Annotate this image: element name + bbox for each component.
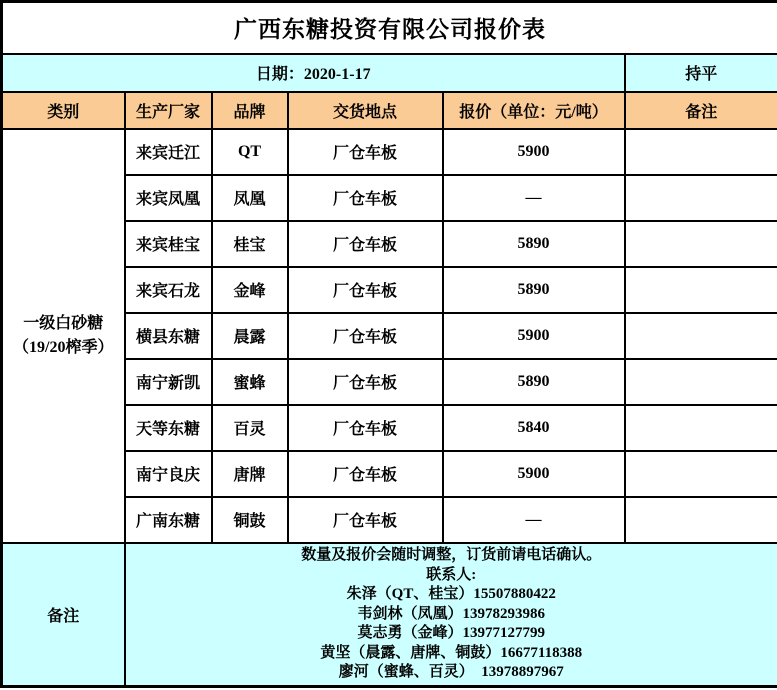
- notes-label: 备注: [2, 543, 125, 687]
- delivery-cell: 厂仓车板: [288, 129, 443, 175]
- factory-cell: 来宾桂宝: [125, 221, 212, 267]
- date-label: 日期：2020-1-17: [2, 54, 625, 92]
- brand-cell: 桂宝: [212, 221, 288, 267]
- remark-cell: [625, 497, 777, 543]
- col-header-brand: 品牌: [212, 92, 288, 129]
- note-line-contact-3: 莫志勇（金峰）13977127799: [357, 625, 545, 641]
- price-cell: 5890: [443, 267, 625, 313]
- delivery-cell: 厂仓车板: [288, 313, 443, 359]
- category-cell: [2, 129, 125, 543]
- title-row: [2, 2, 777, 54]
- delivery-cell: 厂仓车板: [288, 405, 443, 451]
- category-line1: 一级白砂糖: [23, 314, 104, 332]
- brand-cell: 凤凰: [212, 175, 288, 221]
- price-cell: 5890: [443, 221, 625, 267]
- delivery-cell: 厂仓车板: [288, 221, 443, 267]
- delivery-cell: 厂仓车板: [288, 497, 443, 543]
- remark-cell: [625, 175, 777, 221]
- notes-row: [2, 543, 777, 687]
- col-header-factory: 生产厂家: [125, 92, 212, 129]
- factory-cell: 来宾迁江: [125, 129, 212, 175]
- remark-cell: [625, 405, 777, 451]
- brand-cell: 晨露: [212, 313, 288, 359]
- delivery-cell: 厂仓车板: [288, 267, 443, 313]
- remark-cell: [625, 359, 777, 405]
- delivery-cell: 厂仓车板: [288, 175, 443, 221]
- brand-cell: 百灵: [212, 405, 288, 451]
- note-line-adjust-notice: 数量及报价会随时调整，订货前请电话确认。: [301, 547, 602, 563]
- price-cell: 5900: [443, 129, 625, 175]
- factory-cell: 南宁新凯: [125, 359, 212, 405]
- note-line-contact-1: 朱泽（QT、桂宝）15507880422: [346, 586, 556, 602]
- delivery-cell: 厂仓车板: [288, 359, 443, 405]
- factory-cell: 广南东糖: [125, 497, 212, 543]
- remark-cell: [625, 451, 777, 497]
- date-row: [2, 54, 777, 92]
- remark-cell: [625, 221, 777, 267]
- price-cell: —: [443, 497, 625, 543]
- col-header-price: 报价（单位：元/吨）: [443, 92, 625, 129]
- brand-cell: QT: [212, 129, 288, 175]
- remark-cell: [625, 129, 777, 175]
- factory-cell: 天等东糖: [125, 405, 212, 451]
- price-cell: 5840: [443, 405, 625, 451]
- col-header-remark: 备注: [625, 92, 777, 129]
- factory-cell: 来宾石龙: [125, 267, 212, 313]
- factory-cell: 来宾凤凰: [125, 175, 212, 221]
- brand-cell: 铜鼓: [212, 497, 288, 543]
- col-header-delivery: 交货地点: [288, 92, 443, 129]
- note-line-contact-2: 韦剑林（凤凰）13978293986: [357, 605, 545, 622]
- col-header-category: 类别: [2, 92, 125, 129]
- note-line-contact-4: 黄坚（晨露、唐牌、铜鼓）16677118388: [320, 644, 583, 661]
- table-row: [2, 129, 777, 175]
- remark-cell: [625, 267, 777, 313]
- price-cell: 5900: [443, 451, 625, 497]
- note-line-contact-5: 廖河（蜜蜂、百灵） 13978897967: [338, 664, 564, 680]
- price-cell: 5890: [443, 359, 625, 405]
- remark-cell: [625, 313, 777, 359]
- note-line-contacts-heading: 联系人:: [426, 566, 477, 583]
- notes-content: [125, 543, 777, 687]
- delivery-cell: 厂仓车板: [288, 451, 443, 497]
- category-line2: （19/20榨季）: [13, 338, 114, 356]
- price-cell: 5900: [443, 313, 625, 359]
- trend-status: 持平: [625, 54, 777, 92]
- price-cell: —: [443, 175, 625, 221]
- page-title: 广西东糖投资有限公司报价表: [2, 2, 777, 54]
- brand-cell: 唐牌: [212, 451, 288, 497]
- column-header-row: [2, 92, 777, 129]
- factory-cell: 南宁良庆: [125, 451, 212, 497]
- brand-cell: 蜜蜂: [212, 359, 288, 405]
- factory-cell: 横县东糖: [125, 313, 212, 359]
- brand-cell: 金峰: [212, 267, 288, 313]
